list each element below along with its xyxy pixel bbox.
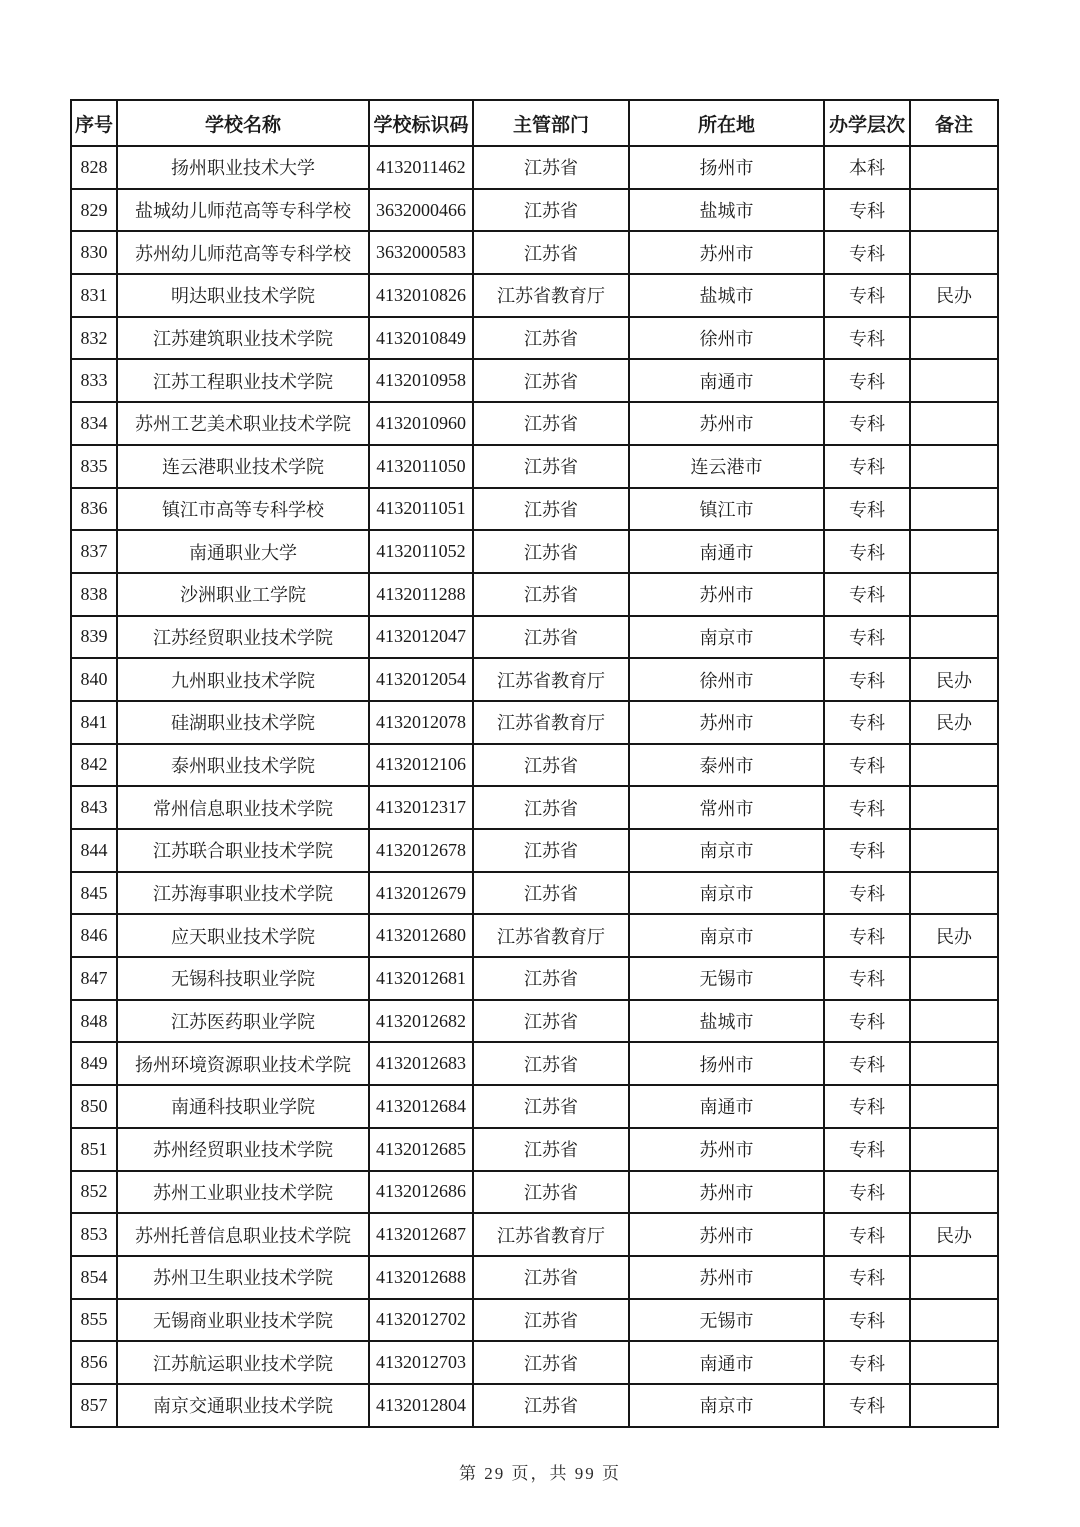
cell-department: 江苏省 <box>473 1384 629 1427</box>
cell-note <box>910 445 998 488</box>
cell-location: 苏州市 <box>629 1213 824 1256</box>
cell-seq: 838 <box>71 573 117 616</box>
table-row <box>71 701 998 744</box>
cell-location: 南京市 <box>629 914 824 957</box>
cell-note <box>910 1299 998 1342</box>
cell-school-code: 4132012685 <box>369 1128 473 1171</box>
cell-school-code: 4132012683 <box>369 1042 473 1085</box>
cell-school-code: 4132012679 <box>369 872 473 915</box>
cell-school-code: 4132010849 <box>369 317 473 360</box>
cell-department: 江苏省教育厅 <box>473 701 629 744</box>
cell-seq: 853 <box>71 1213 117 1256</box>
cell-location: 南通市 <box>629 359 824 402</box>
cell-school-code: 4132012678 <box>369 829 473 872</box>
cell-school-name: 南通科技职业学院 <box>117 1085 369 1128</box>
cell-school-code: 4132010826 <box>369 274 473 317</box>
cell-school-code: 4132012106 <box>369 744 473 787</box>
table-row <box>71 872 998 915</box>
cell-school-name: 明达职业技术学院 <box>117 274 369 317</box>
cell-location: 连云港市 <box>629 445 824 488</box>
cell-level: 专科 <box>824 317 910 360</box>
cell-school-name: 南京交通职业技术学院 <box>117 1384 369 1427</box>
cell-level: 专科 <box>824 701 910 744</box>
cell-note <box>910 829 998 872</box>
cell-school-name: 应天职业技术学院 <box>117 914 369 957</box>
cell-seq: 856 <box>71 1341 117 1384</box>
cell-department: 江苏省 <box>473 359 629 402</box>
cell-level: 专科 <box>824 189 910 232</box>
cell-seq: 832 <box>71 317 117 360</box>
cell-seq: 837 <box>71 530 117 573</box>
cell-seq: 840 <box>71 658 117 701</box>
cell-department: 江苏省 <box>473 1128 629 1171</box>
cell-seq: 845 <box>71 872 117 915</box>
cell-note <box>910 1256 998 1299</box>
cell-note <box>910 317 998 360</box>
table-row <box>71 1085 998 1128</box>
cell-school-name: 常州信息职业技术学院 <box>117 786 369 829</box>
table-row <box>71 445 998 488</box>
cell-school-name: 苏州工业职业技术学院 <box>117 1171 369 1214</box>
table-row <box>71 1000 998 1043</box>
table-row <box>71 1299 998 1342</box>
cell-school-name: 苏州卫生职业技术学院 <box>117 1256 369 1299</box>
cell-department: 江苏省 <box>473 1299 629 1342</box>
cell-school-name: 苏州托普信息职业技术学院 <box>117 1213 369 1256</box>
cell-school-code: 4132012680 <box>369 914 473 957</box>
cell-department: 江苏省教育厅 <box>473 658 629 701</box>
cell-level: 专科 <box>824 872 910 915</box>
cell-department: 江苏省 <box>473 573 629 616</box>
cell-department: 江苏省 <box>473 1341 629 1384</box>
cell-level: 专科 <box>824 530 910 573</box>
cell-department: 江苏省 <box>473 146 629 189</box>
cell-location: 南京市 <box>629 829 824 872</box>
cell-note <box>910 359 998 402</box>
table-row <box>71 1384 998 1427</box>
table-row <box>71 359 998 402</box>
cell-department: 江苏省 <box>473 488 629 531</box>
table-row <box>71 914 998 957</box>
column-header-level: 办学层次 <box>824 100 910 146</box>
table-row <box>71 1213 998 1256</box>
cell-school-code: 4132012317 <box>369 786 473 829</box>
cell-school-name: 泰州职业技术学院 <box>117 744 369 787</box>
cell-seq: 830 <box>71 231 117 274</box>
cell-note <box>910 744 998 787</box>
cell-school-name: 九州职业技术学院 <box>117 658 369 701</box>
table-row <box>71 488 998 531</box>
cell-location: 南通市 <box>629 1341 824 1384</box>
cell-location: 盐城市 <box>629 1000 824 1043</box>
cell-level: 专科 <box>824 658 910 701</box>
cell-seq: 852 <box>71 1171 117 1214</box>
cell-seq: 854 <box>71 1256 117 1299</box>
table-row <box>71 189 998 232</box>
cell-location: 南通市 <box>629 530 824 573</box>
cell-department: 江苏省 <box>473 231 629 274</box>
cell-location: 苏州市 <box>629 1171 824 1214</box>
cell-location: 盐城市 <box>629 189 824 232</box>
cell-seq: 851 <box>71 1128 117 1171</box>
cell-location: 苏州市 <box>629 1256 824 1299</box>
cell-seq: 844 <box>71 829 117 872</box>
cell-note <box>910 231 998 274</box>
cell-note <box>910 402 998 445</box>
column-header-seq: 序号 <box>71 100 117 146</box>
cell-school-name: 盐城幼儿师范高等专科学校 <box>117 189 369 232</box>
cell-level: 专科 <box>824 1384 910 1427</box>
cell-level: 专科 <box>824 1085 910 1128</box>
cell-level: 专科 <box>824 616 910 659</box>
cell-school-name: 无锡商业职业技术学院 <box>117 1299 369 1342</box>
cell-seq: 846 <box>71 914 117 957</box>
cell-school-code: 4132011050 <box>369 445 473 488</box>
cell-school-name: 江苏工程职业技术学院 <box>117 359 369 402</box>
cell-location: 无锡市 <box>629 957 824 1000</box>
cell-school-code: 4132011462 <box>369 146 473 189</box>
cell-seq: 836 <box>71 488 117 531</box>
cell-level: 专科 <box>824 1256 910 1299</box>
table-row <box>71 274 998 317</box>
table-row <box>71 146 998 189</box>
cell-location: 苏州市 <box>629 402 824 445</box>
cell-department: 江苏省 <box>473 445 629 488</box>
cell-location: 苏州市 <box>629 231 824 274</box>
cell-seq: 857 <box>71 1384 117 1427</box>
cell-note: 民办 <box>910 701 998 744</box>
cell-seq: 847 <box>71 957 117 1000</box>
cell-seq: 855 <box>71 1299 117 1342</box>
cell-school-name: 镇江市高等专科学校 <box>117 488 369 531</box>
cell-level: 专科 <box>824 488 910 531</box>
cell-department: 江苏省 <box>473 1000 629 1043</box>
cell-level: 专科 <box>824 744 910 787</box>
column-header-note: 备注 <box>910 100 998 146</box>
cell-seq: 833 <box>71 359 117 402</box>
cell-school-name: 苏州经贸职业技术学院 <box>117 1128 369 1171</box>
cell-level: 专科 <box>824 231 910 274</box>
cell-seq: 850 <box>71 1085 117 1128</box>
cell-school-name: 江苏航运职业技术学院 <box>117 1341 369 1384</box>
cell-note <box>910 146 998 189</box>
cell-school-code: 4132012688 <box>369 1256 473 1299</box>
cell-note <box>910 530 998 573</box>
cell-level: 本科 <box>824 146 910 189</box>
cell-school-name: 江苏建筑职业技术学院 <box>117 317 369 360</box>
cell-note <box>910 957 998 1000</box>
cell-seq: 848 <box>71 1000 117 1043</box>
cell-school-code: 4132012703 <box>369 1341 473 1384</box>
table-row <box>71 1042 998 1085</box>
cell-level: 专科 <box>824 1171 910 1214</box>
cell-level: 专科 <box>824 1000 910 1043</box>
cell-seq: 849 <box>71 1042 117 1085</box>
cell-department: 江苏省教育厅 <box>473 1213 629 1256</box>
cell-school-code: 4132012047 <box>369 616 473 659</box>
table-row <box>71 402 998 445</box>
cell-note: 民办 <box>910 1213 998 1256</box>
table-row <box>71 957 998 1000</box>
cell-department: 江苏省 <box>473 1042 629 1085</box>
cell-location: 镇江市 <box>629 488 824 531</box>
school-table <box>70 99 999 1428</box>
cell-school-name: 南通职业大学 <box>117 530 369 573</box>
table-row <box>71 1341 998 1384</box>
cell-school-code: 4132010958 <box>369 359 473 402</box>
cell-department: 江苏省 <box>473 957 629 1000</box>
cell-location: 徐州市 <box>629 317 824 360</box>
cell-level: 专科 <box>824 1341 910 1384</box>
table-header-row <box>71 100 998 146</box>
cell-department: 江苏省 <box>473 1085 629 1128</box>
cell-school-code: 4132010960 <box>369 402 473 445</box>
cell-location: 苏州市 <box>629 573 824 616</box>
cell-note <box>910 1128 998 1171</box>
table-row <box>71 317 998 360</box>
table-row <box>71 786 998 829</box>
cell-location: 徐州市 <box>629 658 824 701</box>
cell-location: 扬州市 <box>629 146 824 189</box>
cell-department: 江苏省 <box>473 189 629 232</box>
cell-note <box>910 1042 998 1085</box>
cell-school-name: 苏州工艺美术职业技术学院 <box>117 402 369 445</box>
cell-seq: 835 <box>71 445 117 488</box>
cell-school-name: 江苏经贸职业技术学院 <box>117 616 369 659</box>
cell-seq: 841 <box>71 701 117 744</box>
cell-department: 江苏省 <box>473 317 629 360</box>
column-header-location: 所在地 <box>629 100 824 146</box>
cell-school-name: 江苏联合职业技术学院 <box>117 829 369 872</box>
cell-school-name: 硅湖职业技术学院 <box>117 701 369 744</box>
cell-location: 南京市 <box>629 616 824 659</box>
column-header-school-code: 学校标识码 <box>369 100 473 146</box>
cell-level: 专科 <box>824 359 910 402</box>
cell-school-code: 4132012686 <box>369 1171 473 1214</box>
cell-level: 专科 <box>824 786 910 829</box>
cell-school-name: 连云港职业技术学院 <box>117 445 369 488</box>
cell-level: 专科 <box>824 1042 910 1085</box>
cell-department: 江苏省 <box>473 872 629 915</box>
cell-school-name: 江苏海事职业技术学院 <box>117 872 369 915</box>
cell-school-code: 4132012804 <box>369 1384 473 1427</box>
cell-note: 民办 <box>910 274 998 317</box>
cell-school-code: 4132012682 <box>369 1000 473 1043</box>
cell-location: 盐城市 <box>629 274 824 317</box>
cell-location: 苏州市 <box>629 1128 824 1171</box>
table-row <box>71 231 998 274</box>
cell-school-code: 4132012681 <box>369 957 473 1000</box>
cell-note <box>910 1171 998 1214</box>
column-header-department: 主管部门 <box>473 100 629 146</box>
cell-school-name: 扬州职业技术大学 <box>117 146 369 189</box>
cell-department: 江苏省 <box>473 1256 629 1299</box>
cell-note <box>910 872 998 915</box>
cell-school-name: 苏州幼儿师范高等专科学校 <box>117 231 369 274</box>
cell-level: 专科 <box>824 573 910 616</box>
table-row <box>71 1171 998 1214</box>
cell-school-code: 3632000583 <box>369 231 473 274</box>
cell-level: 专科 <box>824 1128 910 1171</box>
cell-note <box>910 573 998 616</box>
cell-note <box>910 1085 998 1128</box>
cell-note <box>910 189 998 232</box>
table-row <box>71 616 998 659</box>
cell-note <box>910 616 998 659</box>
cell-department: 江苏省 <box>473 530 629 573</box>
table-row <box>71 1128 998 1171</box>
cell-school-name: 沙洲职业工学院 <box>117 573 369 616</box>
table-row <box>71 573 998 616</box>
column-header-school-name: 学校名称 <box>117 100 369 146</box>
cell-department: 江苏省 <box>473 829 629 872</box>
cell-note <box>910 1384 998 1427</box>
cell-department: 江苏省 <box>473 616 629 659</box>
cell-note: 民办 <box>910 914 998 957</box>
cell-seq: 843 <box>71 786 117 829</box>
cell-school-code: 4132012687 <box>369 1213 473 1256</box>
cell-level: 专科 <box>824 914 910 957</box>
cell-location: 南京市 <box>629 1384 824 1427</box>
cell-level: 专科 <box>824 402 910 445</box>
cell-school-code: 4132011288 <box>369 573 473 616</box>
table-row <box>71 658 998 701</box>
cell-location: 苏州市 <box>629 701 824 744</box>
table-row <box>71 744 998 787</box>
cell-level: 专科 <box>824 1213 910 1256</box>
cell-school-code: 4132011051 <box>369 488 473 531</box>
cell-department: 江苏省 <box>473 402 629 445</box>
table-body <box>71 146 998 1427</box>
cell-level: 专科 <box>824 445 910 488</box>
cell-school-name: 江苏医药职业学院 <box>117 1000 369 1043</box>
cell-location: 南京市 <box>629 872 824 915</box>
cell-level: 专科 <box>824 274 910 317</box>
cell-note <box>910 488 998 531</box>
table-row <box>71 530 998 573</box>
cell-school-code: 4132012684 <box>369 1085 473 1128</box>
cell-note <box>910 786 998 829</box>
cell-seq: 829 <box>71 189 117 232</box>
cell-department: 江苏省 <box>473 786 629 829</box>
cell-note <box>910 1000 998 1043</box>
table-row <box>71 829 998 872</box>
cell-school-name: 无锡科技职业学院 <box>117 957 369 1000</box>
cell-school-code: 3632000466 <box>369 189 473 232</box>
cell-level: 专科 <box>824 829 910 872</box>
cell-seq: 839 <box>71 616 117 659</box>
cell-school-name: 扬州环境资源职业技术学院 <box>117 1042 369 1085</box>
cell-location: 无锡市 <box>629 1299 824 1342</box>
cell-seq: 831 <box>71 274 117 317</box>
cell-location: 泰州市 <box>629 744 824 787</box>
cell-seq: 842 <box>71 744 117 787</box>
cell-location: 常州市 <box>629 786 824 829</box>
table-row <box>71 1256 998 1299</box>
cell-department: 江苏省 <box>473 1171 629 1214</box>
cell-location: 南通市 <box>629 1085 824 1128</box>
cell-seq: 834 <box>71 402 117 445</box>
cell-level: 专科 <box>824 957 910 1000</box>
page-number: 第 29 页，共 99 页 <box>459 1464 621 1483</box>
cell-school-code: 4132012078 <box>369 701 473 744</box>
cell-level: 专科 <box>824 1299 910 1342</box>
cell-school-code: 4132012702 <box>369 1299 473 1342</box>
cell-location: 扬州市 <box>629 1042 824 1085</box>
cell-department: 江苏省教育厅 <box>473 274 629 317</box>
cell-note: 民办 <box>910 658 998 701</box>
cell-department: 江苏省 <box>473 744 629 787</box>
cell-note <box>910 1341 998 1384</box>
cell-school-code: 4132012054 <box>369 658 473 701</box>
cell-school-code: 4132011052 <box>369 530 473 573</box>
cell-seq: 828 <box>71 146 117 189</box>
cell-department: 江苏省教育厅 <box>473 914 629 957</box>
